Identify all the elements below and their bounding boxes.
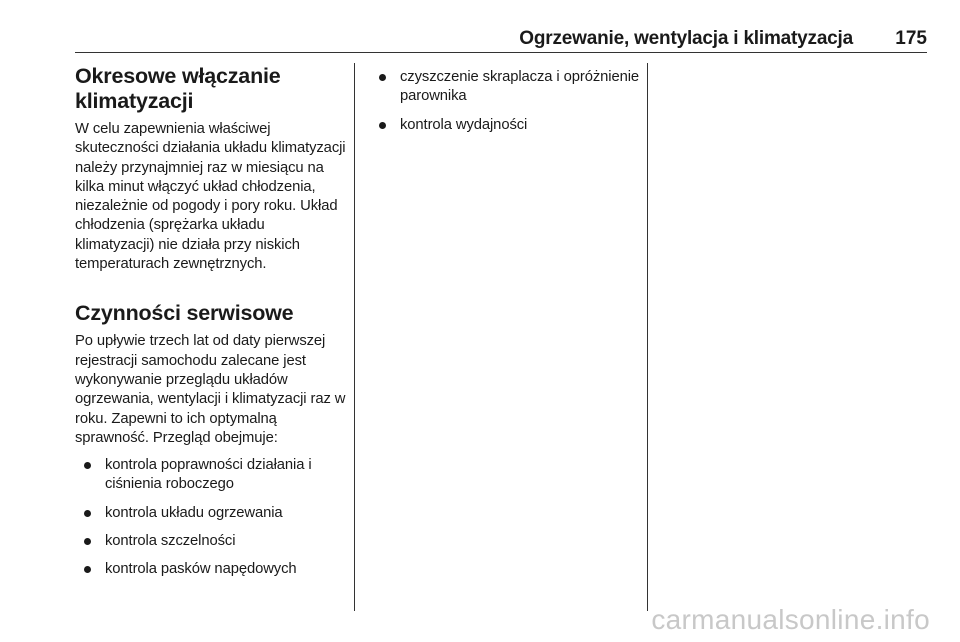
- list-item-text: kontrola układu ogrzewania: [105, 504, 283, 521]
- list-item: [370, 68, 642, 107]
- bullet-icon: [84, 462, 91, 469]
- page-number: 175: [895, 28, 927, 49]
- column-left: [75, 64, 347, 589]
- bullet-icon: [379, 74, 386, 81]
- list-item-text: kontrola wydajności: [400, 116, 528, 133]
- bullet-icon: [379, 122, 386, 129]
- list-item-text: czyszczenie skraplacza i opróżnienie parownika: [400, 69, 640, 105]
- watermark-text: carmanualsonline.info: [651, 604, 930, 635]
- bullet-icon: [84, 538, 91, 545]
- list-item-text: kontrola szczelności: [105, 533, 236, 550]
- service-bullet-list: [75, 456, 347, 579]
- service-bullet-list-continued: [370, 68, 642, 135]
- list-item-text: kontrola poprawności działania i ciśnienia roboczego: [105, 457, 312, 493]
- list-item: [75, 456, 347, 495]
- list-item: [75, 532, 347, 551]
- bullet-icon: [84, 566, 91, 573]
- heading-line-1: Okresowe włączanie: [75, 64, 281, 88]
- column-divider: [354, 63, 355, 611]
- section-heading-service: Czynności serwisowe: [75, 301, 294, 326]
- column-divider: [647, 63, 648, 611]
- section-body-periodic-ac: W celu zapewnienia właściwej skuteczności działania układu klimatyzacji należy przynajmniej raz w miesiącu na kilka minut włączyć układ chłodzenia, niezależnie od pogody i pory roku. Układ chłodzenia (sprężarka układu klimatyzacji) nie działa przy niskich temperaturach zewnętrznych.: [75, 121, 346, 273]
- list-item: [370, 116, 642, 135]
- page-header: [75, 28, 927, 53]
- chapter-title: Ogrzewanie, wentylacja i klimatyzacja: [519, 28, 853, 49]
- list-item-text: kontrola pasków napędowych: [105, 561, 297, 578]
- list-item: [75, 560, 347, 579]
- section-heading-periodic-ac: [75, 64, 347, 114]
- column-middle: [370, 68, 642, 144]
- bullet-icon: [84, 510, 91, 517]
- section-body-service: Po upływie trzech lat od daty pierwszej rejestracji samochodu zalecane jest wykonywanie przeglądu układów ogrzewania, wentylacji i klimatyzacji raz w roku. Zapewni to ich optymalną sprawność. Przegląd obejmuje:: [75, 333, 346, 446]
- heading-line-2: klimatyzacji: [75, 89, 194, 113]
- list-item: [75, 504, 347, 523]
